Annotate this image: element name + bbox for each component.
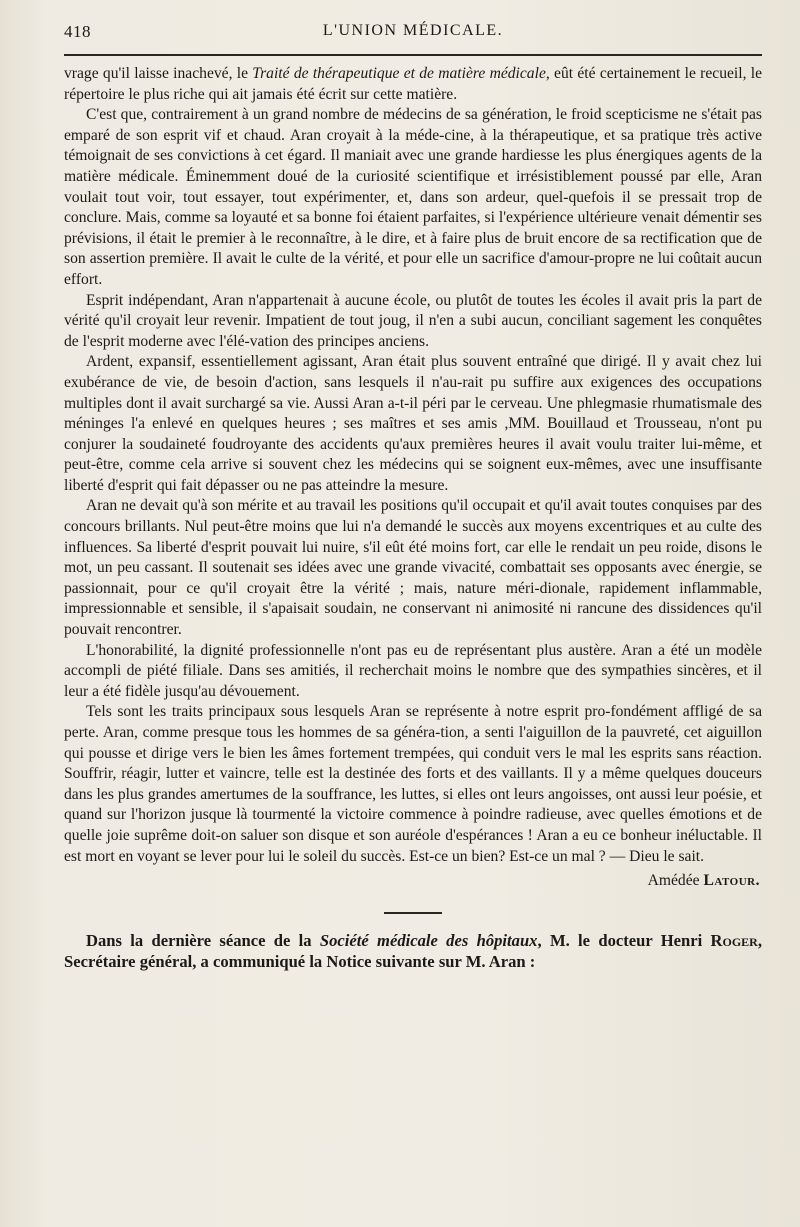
running-title: L'UNION MÉDICALE. bbox=[322, 22, 504, 39]
text-run: , Secrétaire général, a communiqué la Notice suivante sur M. Aran : bbox=[64, 930, 763, 971]
header-rule bbox=[64, 54, 762, 56]
paragraph: Esprit indépendant, Aran n'appartenait à aucune école, ou plutôt de toutes les écoles il avait pris la part de vérité qu'il croyait leur revenir. Impatient de tout joug, il n'en a subi aucun, conciliant sagement les conquêtes de l'esprit moderne avec l'élé-vation des principes anciens. bbox=[64, 291, 762, 350]
doctor-name: Roger bbox=[710, 930, 758, 950]
article-body bbox=[64, 64, 762, 867]
text-run: Dans la dernière séance de la bbox=[86, 930, 320, 950]
paragraph: L'honorabilité, la dignité professionnelle n'ont pas eu de représentant plus austère. Aran a été un modèle accompli de piété filiale. Dans ses amitiés, il recherchait moins le nombre que des sympathies sincères, et il leur a été fidèle jusqu'au dévouement. bbox=[64, 641, 762, 700]
author-last-name: Latour. bbox=[703, 872, 760, 890]
paragraph: Aran ne devait qu'à son mérite et au travail les positions qu'il occupait et qu'il avait toutes conquises par des concours brillants. Nul peut-être moins que lui n'a demandé le succès aux moyens excentriques et au culte des influences. Sa liberté d'esprit pouvait lui nuire, s'il eût été moins fort, car elle le rendait un peu roide, disons le mot, un peu cassant. Il soutenait ses idées avec une grande vivacité, combattait ses opposants avec énergie, se passionnait, pour ce qu'il croyait être la vérité ; mais, nature méri-dionale, rapidement inflammable, impressionnable et sensible, il s'apaisait soudain, ne conservant ni animosité ni rancune des dissidences qu'il pouvait rencontrer. bbox=[64, 497, 762, 639]
paragraph: Ardent, expansif, essentiellement agissant, Aran était plus souvent entraîné que dirigé. Il y avait chez lui exubérance de vie, de besoin d'action, sans lesquels il n'au-rait pu suffire aux exigences des occupations multiples dont il avait surchargé sa vie. Aussi Aran a-t-il péri par le cerveau. Une phlegmasie rhumatismale des méninges l'a enlevé en quelques heures ; ses maîtres et ses amis ,MM. Bouillaud et Trousseau, n'ont pu conjurer la soudaineté foudroyante des accidents qu'aux premières heures il avait voulu traiter lui-même, et peut-être, comme cela arrive si souvent chez les médecins qui se soignent eux-mêmes, avec une insuffisante liberté d'esprit qui fait dépasser ou ne pas atteindre la mesure. bbox=[64, 353, 762, 494]
notice-intro bbox=[64, 930, 762, 972]
paragraph-continuation bbox=[64, 64, 762, 105]
paragraph: C'est que, contrairement à un grand nombre de médecins de sa génération, le froid scepticisme ne s'était pas emparé de son esprit vif et chaud. Aran croyait à la méde-cine, à la thérapeutique, et sa pratique très active témoignait de ses convictions à cet égard. Il maniait avec une grande hardiesse les plus énergiques agents de la matière médicale. Éminemment doué de la curiosité scientifique et irrésistiblement poussé par elle, Aran voulait tout voir, tout essayer, tout expérimenter, et, dans son ardeur, quel-quefois il se pressait trop de conclure. Mais, comme sa loyauté et sa bonne foi étaient parfaites, si l'expérience ultérieure venait démentir ses prévisions, il était le premier à le reconnaître, à le dire, et à faire plus de bruit encore de sa rectification que de son assertion première. Il avait le culte de la vérité, et pour elle un sacrifice d'amour-propre ne lui coûtait aucun effort. bbox=[64, 106, 762, 288]
book-title: Traité de thérapeutique et de matière médicale bbox=[252, 65, 546, 82]
author-signature bbox=[64, 871, 760, 892]
running-head bbox=[64, 18, 762, 48]
text-run: vrage qu'il laisse inachevé, le bbox=[64, 65, 253, 82]
text-run: , eût été certainement le recueil, le répertoire le plus riche qui ait jamais été écrit sur cette matière. bbox=[64, 65, 763, 103]
author-first-name: Amédée bbox=[647, 872, 700, 890]
intro-paragraph bbox=[64, 930, 762, 972]
paragraph: Tels sont les traits principaux sous lesquels Aran se représente à notre esprit pro-fondément affligé de sa perte. Aran, comme presque tous les hommes de sa généra-tion, a senti l'aiguillon de la pauvreté, cet aiguillon qui pousse et dirige vers le bien les âmes fortement trempées, qui conduit vers le mal les esprits sans réaction. Souffrir, réagir, lutter et vaincre, telle est la destinée des forts et des vaillants. Il y a même quelques douceurs dans les plus grandes amertumes de la souffrance, les luttes, si elles ont leurs angoisses, ont aussi leur poésie, et quand sur l'horizon jusque là tourmenté la victoire commence à poindre radieuse, avec quelles émotions et de quelle joie suprême doit-on saluer son disque et son auréole d'espérances ! Aran a eu ce bonheur inéluctable. Il est mort en voyant se lever pour lui le soleil du succès. Est-ce un bien? Est-ce un mal ? — Dieu le sait. bbox=[64, 703, 762, 865]
text-run: , M. le docteur Henri bbox=[537, 930, 711, 950]
society-name: Société médicale des hôpitaux bbox=[319, 930, 538, 950]
section-separator bbox=[384, 912, 442, 914]
page-number: 418 bbox=[64, 22, 91, 41]
